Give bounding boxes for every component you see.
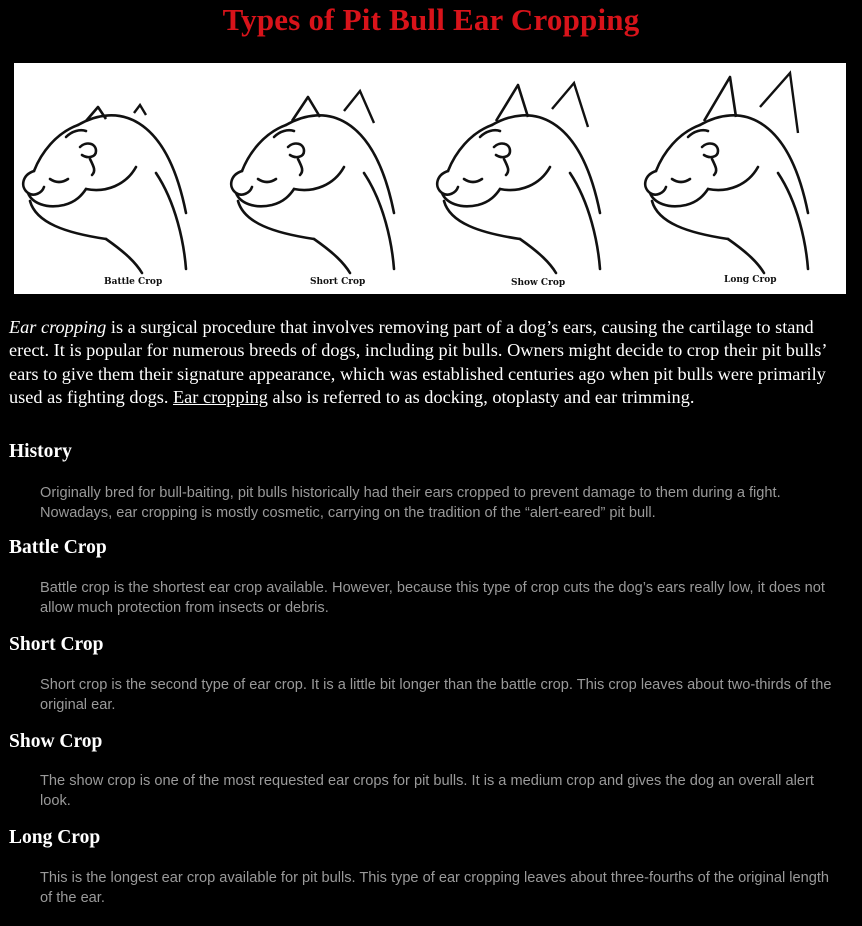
intro-paragraph: [9, 316, 855, 410]
long-crop-head: [645, 73, 808, 273]
caption-battle-crop: Battle Crop: [104, 277, 163, 287]
short-crop-heading: Short Crop: [9, 634, 104, 655]
battle-crop-heading: Battle Crop: [9, 537, 107, 558]
long-crop-heading: Long Crop: [9, 827, 101, 848]
dog-heads-drawing: [14, 63, 846, 294]
ear-cropping-link[interactable]: Ear cropping: [173, 387, 268, 408]
battle-crop-body: Battle crop is the shortest ear crop available. However, because this type of crop cuts the dog’s ears really low, it does not allow much protection from insects or debris.: [40, 580, 825, 616]
show-crop-head: [437, 83, 600, 273]
intro-text-2: also is referred to as docking, otoplasty and ear trimming.: [267, 387, 695, 408]
history-heading: History: [9, 441, 72, 462]
battle-crop-head: [23, 105, 186, 273]
caption-long-crop: Long Crop: [724, 275, 777, 285]
history-body: Originally bred for bull-baiting, pit bulls historically had their ears cropped to prevent damage to them during a fight. Nowadays, ear cropping is mostly cosmetic, carrying on the tradition of the “alert-eared” pit bull.: [40, 485, 781, 521]
show-crop-heading: Show Crop: [9, 731, 103, 752]
intro-text-1: is a surgical procedure that involves removing part of a dog’s ears, causing the cartilage to stand erect. It is popular for numerous breeds of dogs, including pit bulls. Owners might decide to crop their pit bulls’ ears to give them their signature appearance, which was established centuries ago when pit bulls were primarily used as fighting dogs.: [9, 317, 827, 408]
long-crop-body: This is the longest ear crop available for pit bulls. This type of ear cropping leaves about three-fourths of the original length of the ear.: [40, 870, 830, 906]
short-crop-body: Short crop is the second type of ear crop. It is a little bit longer than the battle crop. This crop leaves about two-thirds of the original ear.: [40, 677, 832, 713]
show-crop-body: The show crop is one of the most requested ear crops for pit bulls. It is a medium crop and gives the dog an overall alert look.: [40, 773, 814, 809]
intro-term: Ear cropping: [9, 317, 107, 337]
page-title: Types of Pit Bull Ear Cropping: [222, 2, 640, 37]
ear-crop-illustration: [14, 63, 846, 294]
short-crop-head: [231, 91, 394, 273]
caption-short-crop: Short Crop: [310, 277, 366, 287]
caption-show-crop: Show Crop: [511, 278, 566, 288]
